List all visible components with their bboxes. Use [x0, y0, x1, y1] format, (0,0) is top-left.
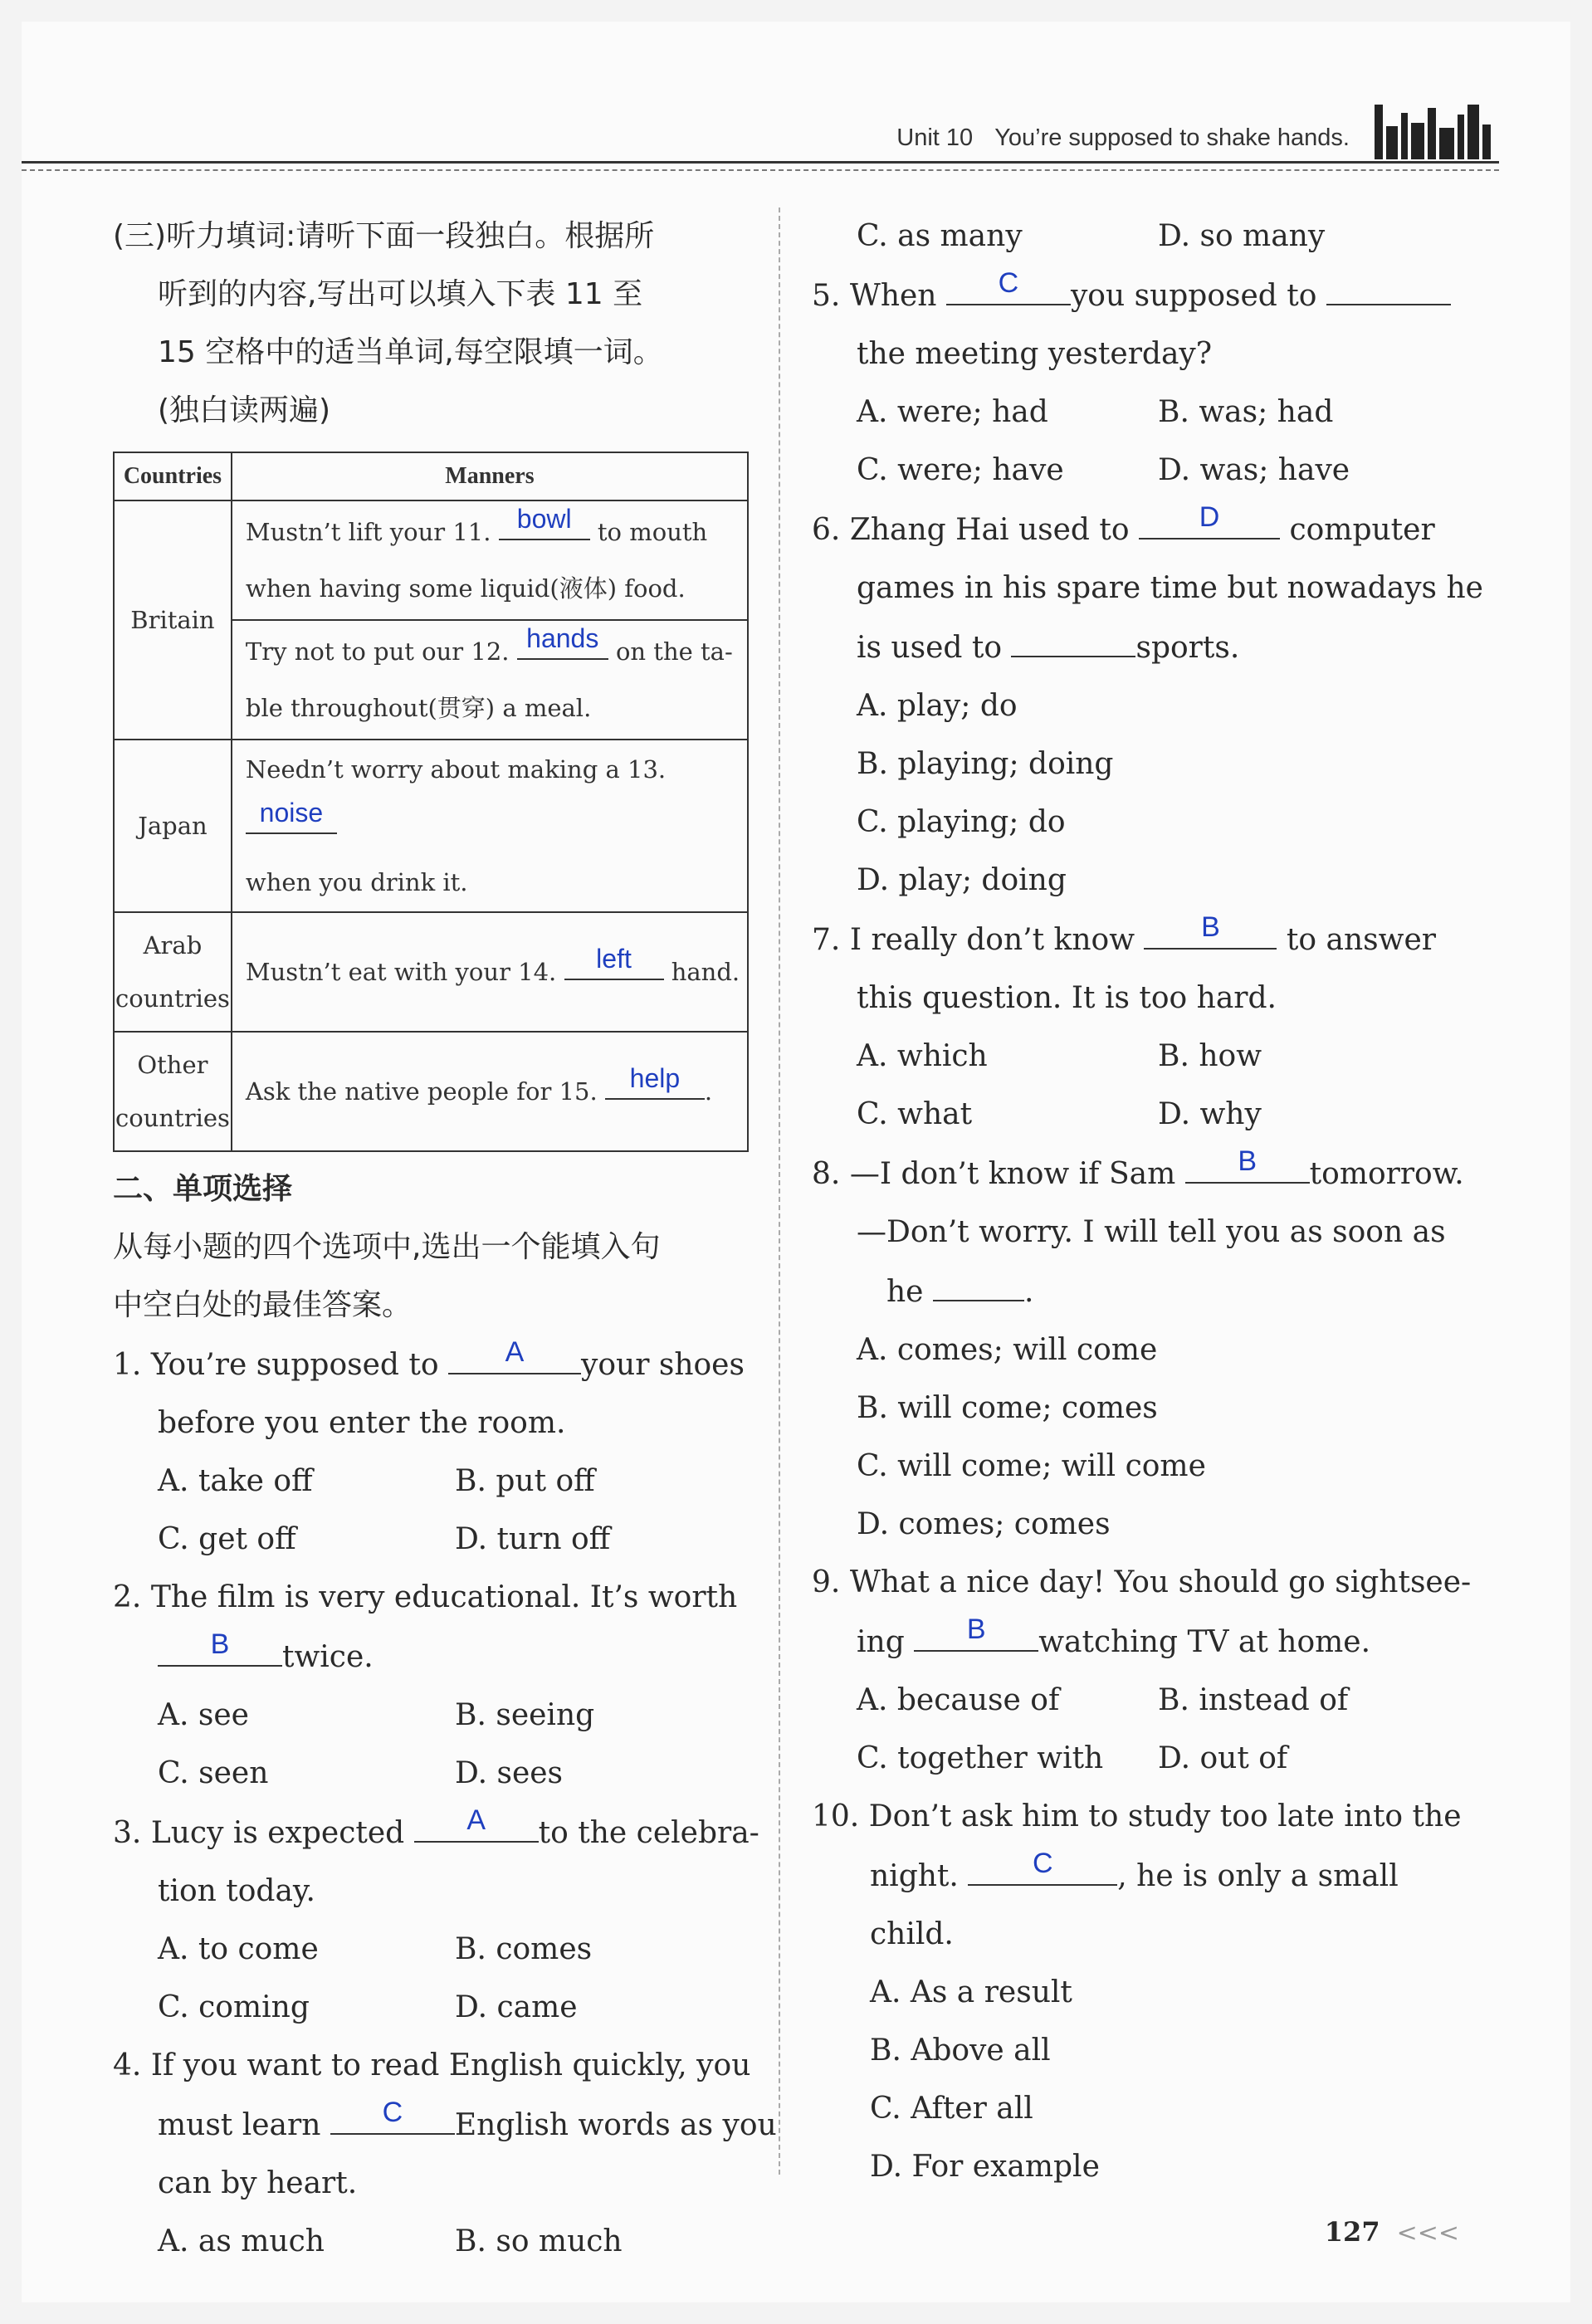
options-q5	[812, 383, 1459, 442]
question-text: computer	[1289, 513, 1435, 547]
option-d[interactable]: D. For example	[870, 2150, 1100, 2184]
question-text: English words as you	[454, 2108, 777, 2142]
question-text: The film is very educational. It’s worth	[150, 1580, 738, 1614]
manner-text: on the ta-	[615, 637, 733, 666]
question-text: night.	[870, 1859, 959, 1893]
answer-q10: C	[1033, 1848, 1053, 1879]
question-1	[113, 1335, 752, 1394]
option-c[interactable]: C. were; have	[857, 453, 1064, 487]
question-text: to answer	[1286, 923, 1436, 957]
question-number: 8.	[812, 1157, 841, 1191]
option-d[interactable]: D. turn off	[455, 1522, 611, 1556]
option-a[interactable]: A. because of	[857, 1683, 1060, 1717]
answer-blank-13[interactable]	[246, 799, 337, 834]
answer-q4: C	[382, 2097, 403, 2128]
manner-text: Mustn’t lift your 11.	[245, 518, 491, 546]
country-line: Other	[137, 1051, 208, 1079]
answer-14: left	[596, 944, 632, 974]
answer-q7: B	[1201, 911, 1220, 943]
answer-blank-14[interactable]	[564, 945, 664, 980]
question-number: 5.	[812, 279, 841, 313]
options-q3-2	[113, 1979, 752, 2037]
question-text: Lucy is expected	[150, 1816, 405, 1850]
left-column	[113, 208, 777, 2271]
question-text: your shoes	[581, 1348, 745, 1382]
page-footer	[1325, 2216, 1459, 2248]
question-6-line-3	[812, 618, 1459, 677]
answer-blank-q4[interactable]	[330, 2095, 455, 2135]
option-d[interactable]: D. why	[1158, 1097, 1262, 1131]
question-text: ing	[857, 1625, 905, 1659]
question-text: What a nice day! You should go sightsee-	[849, 1565, 1472, 1599]
question-text: tion today.	[158, 1874, 315, 1908]
answer-blank-q1[interactable]	[448, 1335, 581, 1374]
options-q1	[113, 1452, 752, 1511]
option-a[interactable]: A. to come	[158, 1932, 319, 1966]
option-c[interactable]: C. coming	[158, 1990, 310, 2024]
option-d[interactable]: D. out of	[1158, 1741, 1288, 1775]
right-column	[812, 208, 1483, 2196]
question-4-line-2	[113, 2095, 777, 2155]
option-b[interactable]: B. so much	[455, 2224, 623, 2258]
options-q2	[113, 1687, 752, 1745]
country-arab-countries	[114, 912, 232, 1032]
question-text: If you want to read English quickly, you	[150, 2048, 751, 2082]
question-text: you supposed to	[1070, 279, 1317, 313]
table-header-countries: Countries	[114, 452, 232, 500]
question-text: Don’t ask him to study too late into the	[868, 1799, 1462, 1833]
question-text: the meeting yesterday?	[857, 337, 1213, 371]
question-number: 1.	[113, 1348, 142, 1382]
question-text: You’re supposed to	[150, 1348, 439, 1382]
answer-15: help	[629, 1063, 681, 1093]
question-text: child.	[870, 1917, 954, 1951]
question-text: before you enter the room.	[158, 1406, 566, 1440]
manner-row-12	[232, 620, 748, 740]
option-b[interactable]: B. instead of	[1158, 1683, 1349, 1717]
question-10-line-2	[812, 1846, 1459, 1906]
answer-blank-q3[interactable]	[414, 1803, 539, 1843]
blank-q5-2[interactable]	[1326, 266, 1451, 305]
manners-table	[113, 452, 749, 1152]
option-b[interactable]: B. seeing	[455, 1698, 595, 1732]
option-a[interactable]: A. play; do	[857, 689, 1018, 723]
answer-q2: B	[210, 1628, 230, 1660]
column-divider	[779, 208, 780, 2175]
question-text: —I don’t know if Sam	[849, 1157, 1176, 1191]
options-q4	[113, 2213, 752, 2271]
question-text: sports.	[1135, 631, 1240, 665]
manner-text: hand.	[671, 958, 740, 986]
manner-text: Try not to put our 12.	[245, 637, 510, 666]
listening-instruction-2: 听到的内容,写出可以填入下表 11 至	[158, 277, 643, 311]
options-q5-2	[812, 442, 1459, 500]
question-8	[812, 1144, 1464, 1204]
answer-q8: B	[1238, 1145, 1257, 1177]
question-text: to the celebra-	[538, 1816, 759, 1850]
question-text: can by heart.	[158, 2166, 358, 2200]
manner-text: to mouth	[597, 518, 708, 546]
question-text: When	[849, 279, 937, 313]
answer-q9: B	[966, 1614, 986, 1645]
unit-title	[896, 124, 1350, 152]
answer-blank-12[interactable]	[517, 625, 608, 660]
manner-text: ble throughout(贯穿) a meal.	[245, 694, 592, 722]
country-britain: Britain	[114, 500, 232, 740]
options-q4-2	[812, 208, 1459, 266]
options-q9	[812, 1672, 1459, 1730]
options-q7	[812, 1028, 1459, 1086]
options-q7-2	[812, 1086, 1459, 1144]
manner-text: when you drink it.	[245, 868, 468, 896]
question-5	[812, 266, 1459, 325]
answer-q5: C	[998, 267, 1019, 299]
option-a[interactable]: A. As a result	[870, 1975, 1072, 2009]
answer-blank-q6[interactable]	[1139, 500, 1280, 540]
option-b[interactable]: B. how	[1158, 1039, 1262, 1073]
option-a[interactable]: A. comes; will come	[857, 1333, 1158, 1367]
question-text: .	[1023, 1275, 1034, 1309]
option-c[interactable]: C. as many	[857, 219, 1023, 253]
question-number: 7.	[812, 923, 841, 957]
question-number: 3.	[113, 1816, 142, 1850]
question-9-line-2	[812, 1612, 1459, 1672]
answer-blank-q10[interactable]	[968, 1846, 1117, 1886]
question-text: twice.	[282, 1640, 374, 1674]
page-number: 127	[1324, 2216, 1380, 2248]
header-rule	[22, 161, 1499, 164]
option-a[interactable]: A. which	[857, 1039, 988, 1073]
question-text: I really don’t know	[849, 923, 1135, 957]
listening-instruction-4: (独白读两遍)	[158, 393, 331, 427]
section-title: 二、单项选择	[113, 1172, 293, 1206]
option-c[interactable]: C. get off	[158, 1522, 296, 1556]
option-b[interactable]: B. comes	[455, 1932, 593, 1966]
manner-text: Ask the native people for 15.	[245, 1077, 598, 1106]
question-number: 6.	[812, 513, 841, 547]
answer-q1: A	[505, 1336, 525, 1368]
answer-12: hands	[526, 623, 599, 653]
question-7	[812, 910, 1459, 969]
question-text: tomorrow.	[1309, 1157, 1464, 1191]
question-number: 10.	[812, 1799, 860, 1833]
option-c[interactable]: C. seen	[158, 1756, 269, 1790]
unit-name: You’re supposed to shake hands.	[994, 124, 1350, 151]
header-dashed-rule	[22, 169, 1499, 171]
options-q3	[113, 1921, 752, 1979]
answer-blank-q2[interactable]	[158, 1627, 282, 1667]
option-d[interactable]: D. play; doing	[857, 863, 1067, 897]
question-2-line-2	[113, 1627, 752, 1687]
option-a[interactable]: A. see	[158, 1698, 249, 1732]
manner-text: Needn’t worry about making a 13.	[245, 755, 667, 784]
country-japan: Japan	[114, 740, 232, 912]
answer-blank-q5[interactable]	[946, 266, 1071, 305]
manner-row-15	[232, 1032, 748, 1151]
listening-instruction-3: 15 空格中的适当单词,每空限填一词。	[158, 335, 663, 369]
section-intro-2: 中空白处的最佳答案。	[113, 1288, 413, 1322]
option-b[interactable]: B. playing; doing	[857, 747, 1114, 781]
option-a[interactable]: A. were; had	[857, 395, 1048, 429]
manner-row-13	[232, 740, 748, 912]
question-text: he	[886, 1275, 924, 1309]
option-c[interactable]: C. After all	[870, 2092, 1033, 2126]
question-8-line-3	[812, 1262, 1459, 1321]
option-c[interactable]: C. what	[857, 1097, 973, 1131]
blank-q8-2[interactable]	[933, 1262, 1024, 1301]
country-other-countries	[114, 1032, 232, 1151]
options-q9-2	[812, 1730, 1459, 1788]
answer-blank-q8[interactable]	[1185, 1144, 1310, 1184]
manner-row-11	[232, 500, 748, 620]
manner-text: when having some liquid(液体) food.	[245, 574, 686, 603]
option-c[interactable]: C. together with	[857, 1741, 1104, 1775]
question-text: , he is only a small	[1117, 1859, 1399, 1893]
question-3	[113, 1803, 759, 1863]
answer-13: noise	[259, 798, 324, 828]
header-bars-icon	[1375, 100, 1499, 159]
question-text: this question. It is too hard.	[857, 981, 1277, 1015]
listening-instruction-1: (三)听力填词:请听下面一段独白。根据所	[113, 219, 655, 253]
question-10	[812, 1788, 1462, 1846]
question-number: 9.	[812, 1565, 841, 1599]
unit-number: Unit 10	[896, 124, 974, 151]
manner-text: .	[704, 1077, 713, 1106]
question-text: —Don’t worry. I will tell you as soon as	[857, 1215, 1446, 1249]
option-d[interactable]: D. was; have	[1158, 453, 1350, 487]
option-d[interactable]: D. so many	[1158, 219, 1326, 253]
answer-11: bowl	[516, 504, 572, 534]
option-a[interactable]: A. as much	[158, 2224, 325, 2258]
country-line: Arab	[143, 931, 203, 959]
option-b[interactable]: B. put off	[455, 1464, 595, 1498]
blank-q6-2[interactable]	[1011, 618, 1135, 657]
option-d[interactable]: D. came	[455, 1990, 578, 2024]
answer-blank-11[interactable]	[499, 505, 590, 540]
manner-row-14	[232, 912, 748, 1032]
page-header	[22, 100, 1499, 166]
answer-q3: A	[466, 1804, 486, 1836]
option-c[interactable]: C. playing; do	[857, 805, 1066, 839]
options-q1-2	[113, 1511, 752, 1569]
question-text: watching TV at home.	[1038, 1625, 1371, 1659]
option-d[interactable]: D. comes; comes	[857, 1507, 1111, 1541]
answer-blank-q9[interactable]	[914, 1612, 1038, 1652]
country-line: countries	[115, 984, 230, 1013]
question-text: Zhang Hai used to	[849, 513, 1130, 547]
question-6	[812, 500, 1459, 559]
table-header-manners: Manners	[232, 452, 748, 500]
option-d[interactable]: D. sees	[455, 1756, 564, 1790]
option-b[interactable]: B. was; had	[1158, 395, 1334, 429]
answer-blank-15[interactable]	[605, 1065, 705, 1100]
country-line: countries	[115, 1104, 230, 1132]
option-b[interactable]: B. will come; comes	[857, 1391, 1158, 1425]
option-c[interactable]: C. will come; will come	[857, 1449, 1206, 1483]
answer-blank-q7[interactable]	[1144, 910, 1277, 950]
option-a[interactable]: A. take off	[158, 1464, 313, 1498]
question-text: must learn	[158, 2108, 321, 2142]
section-intro-1: 从每小题的四个选项中,选出一个能填入句	[113, 1230, 661, 1264]
question-text: is used to	[857, 631, 1003, 665]
question-9	[812, 1554, 1472, 1612]
option-b[interactable]: B. Above all	[870, 2034, 1051, 2068]
manner-text: Mustn’t eat with your 14.	[245, 958, 557, 986]
answer-q6: D	[1199, 501, 1220, 533]
question-text: games in his spare time but nowadays he	[857, 571, 1483, 605]
chevron-left-icon: <<<	[1396, 2219, 1459, 2248]
question-number: 4.	[113, 2048, 142, 2082]
question-number: 2.	[113, 1580, 142, 1614]
